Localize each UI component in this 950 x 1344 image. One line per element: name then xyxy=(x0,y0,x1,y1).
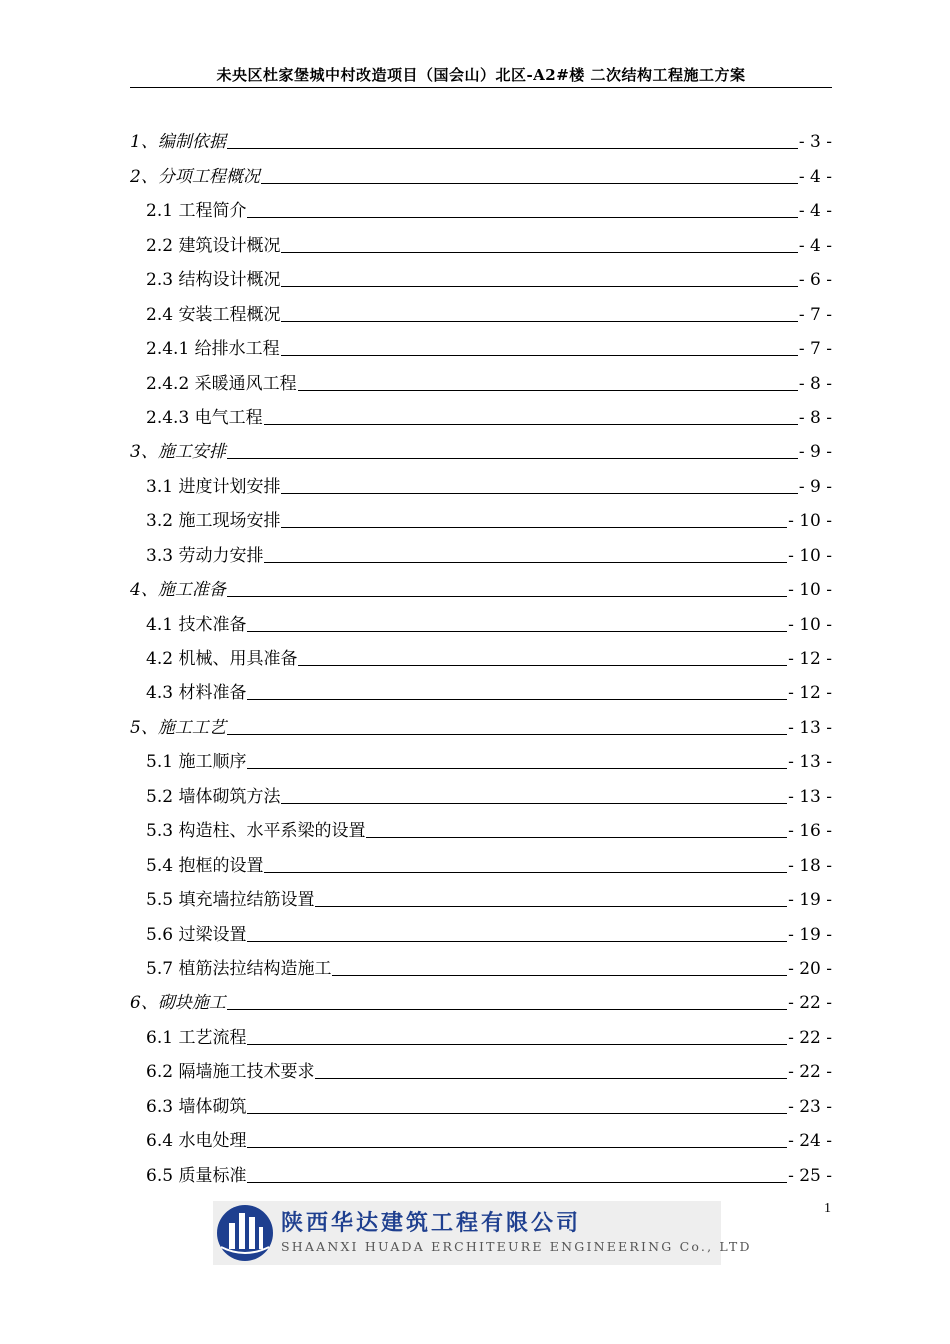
toc-leader-line xyxy=(264,872,787,873)
toc-leader-line xyxy=(247,1113,787,1114)
toc-entry-title: 5.3 构造柱、水平系梁的设置 xyxy=(146,821,366,842)
toc-leader-line xyxy=(247,768,787,769)
toc-entry-page: - 23 - xyxy=(788,1096,832,1117)
toc-entry-title: 2.4 安装工程概况 xyxy=(146,304,281,325)
toc-entry-page: - 10 - xyxy=(788,614,832,635)
toc-entry[interactable] xyxy=(130,187,832,221)
table-of-contents xyxy=(130,118,832,1186)
toc-entry[interactable] xyxy=(130,325,832,359)
toc-entry[interactable] xyxy=(130,1082,832,1116)
toc-leader-line xyxy=(264,424,798,425)
toc-leader-line xyxy=(227,596,787,597)
toc-entry-title: 5.6 过梁设置 xyxy=(146,924,247,945)
toc-entry[interactable] xyxy=(130,807,832,841)
toc-entry-page: - 10 - xyxy=(788,580,832,601)
toc-entry-title: 4.1 技术准备 xyxy=(146,614,247,635)
company-name-cn: 陕西华达建筑工程有限公司 xyxy=(281,1211,582,1236)
toc-entry[interactable] xyxy=(130,635,832,669)
toc-leader-line xyxy=(315,906,787,907)
toc-entry[interactable] xyxy=(130,600,832,634)
toc-entry-title: 2.3 结构设计概况 xyxy=(146,270,281,291)
toc-leader-line xyxy=(247,699,787,700)
toc-entry-page: - 6 - xyxy=(798,270,832,291)
toc-entry[interactable] xyxy=(130,566,832,600)
toc-entry-page: - 7 - xyxy=(798,339,832,360)
document-header: 未央区杜家堡城中村改造项目（国会山）北区-A2#楼 二次结构工程施工方案 xyxy=(216,66,746,84)
toc-entry-title: 4、施工准备 xyxy=(130,580,226,601)
toc-entry[interactable] xyxy=(130,945,832,979)
toc-entry[interactable] xyxy=(130,772,832,806)
toc-leader-line xyxy=(261,183,798,184)
toc-leader-line xyxy=(281,355,798,356)
toc-entry[interactable] xyxy=(130,118,832,152)
toc-entry-page: - 20 - xyxy=(788,958,832,979)
toc-leader-line xyxy=(281,527,787,528)
company-footer-logo xyxy=(213,1201,752,1265)
toc-entry-page: - 7 - xyxy=(798,304,832,325)
toc-entry[interactable] xyxy=(130,876,832,910)
toc-entry[interactable] xyxy=(130,428,832,462)
toc-leader-line xyxy=(227,148,798,149)
toc-entry[interactable] xyxy=(130,841,832,875)
toc-leader-line xyxy=(227,458,798,459)
toc-entry[interactable] xyxy=(130,1117,832,1151)
toc-leader-line xyxy=(281,493,797,494)
toc-entry-title: 5.1 施工顺序 xyxy=(146,752,247,773)
toc-leader-line xyxy=(281,286,797,287)
toc-entry-page: - 16 - xyxy=(788,821,832,842)
toc-entry-title: 2.4.3 电气工程 xyxy=(146,407,263,428)
toc-entry-page: - 19 - xyxy=(788,890,832,911)
toc-entry-title: 3.2 施工现场安排 xyxy=(146,511,281,532)
toc-entry[interactable] xyxy=(130,290,832,324)
toc-entry-title: 5.7 植筋法拉结构造施工 xyxy=(146,958,332,979)
toc-entry-page: - 8 - xyxy=(798,373,832,394)
toc-entry[interactable] xyxy=(130,462,832,496)
toc-leader-line xyxy=(264,562,787,563)
toc-leader-line xyxy=(315,1078,787,1079)
toc-entry-page: - 3 - xyxy=(798,132,832,153)
toc-entry[interactable] xyxy=(130,738,832,772)
company-name-en: SHAANXI HUADA ERCHITEURE ENGINEERING Co., LTD xyxy=(281,1239,752,1254)
toc-entry[interactable] xyxy=(130,910,832,944)
toc-entry-page: - 9 - xyxy=(798,442,832,463)
toc-entry-page: - 18 - xyxy=(788,855,832,876)
toc-leader-line xyxy=(227,1009,787,1010)
toc-leader-line xyxy=(247,941,787,942)
toc-entry-page: - 10 - xyxy=(788,545,832,566)
toc-entry-page: - 10 - xyxy=(788,511,832,532)
toc-leader-line xyxy=(298,390,798,391)
toc-entry[interactable] xyxy=(130,359,832,393)
toc-leader-line xyxy=(247,217,797,218)
toc-leader-line xyxy=(247,1044,787,1045)
toc-entry-title: 6.1 工艺流程 xyxy=(146,1027,247,1048)
toc-entry-title: 4.2 机械、用具准备 xyxy=(146,649,298,669)
toc-entry-page: - 22 - xyxy=(788,993,832,1014)
toc-leader-line xyxy=(247,631,787,632)
toc-leader-line xyxy=(298,665,787,666)
toc-entry-title: 5.4 抱框的设置 xyxy=(146,855,264,876)
toc-entry[interactable] xyxy=(130,256,832,290)
toc-entry-page: - 25 - xyxy=(788,1165,832,1186)
toc-entry-title: 5.2 墙体砌筑方法 xyxy=(146,786,281,807)
toc-entry[interactable] xyxy=(130,669,832,703)
toc-entry-title: 5.5 填充墙拉结筋设置 xyxy=(146,890,315,911)
toc-entry-page: - 8 - xyxy=(798,407,832,428)
toc-entry-page: - 13 - xyxy=(788,752,832,773)
toc-entry-page: - 4 - xyxy=(798,201,832,222)
toc-entry-page: - 19 - xyxy=(788,924,832,945)
toc-entry-page: - 13 - xyxy=(788,717,832,738)
toc-entry-title: 3.3 劳动力安排 xyxy=(146,545,264,566)
toc-entry-title: 2、分项工程概况 xyxy=(130,166,260,187)
toc-leader-line xyxy=(366,837,787,838)
toc-entry-title: 3.1 进度计划安排 xyxy=(146,476,281,497)
toc-entry-page: - 22 - xyxy=(788,1062,832,1083)
toc-entry[interactable] xyxy=(130,152,832,186)
toc-entry-page: - 12 - xyxy=(788,649,832,669)
toc-entry-page: - 4 - xyxy=(798,235,832,256)
toc-entry[interactable] xyxy=(130,1151,832,1185)
toc-entry-title: 5、施工工艺 xyxy=(130,717,226,738)
company-logo-icon xyxy=(215,1203,275,1263)
toc-entry-title: 2.1 工程简介 xyxy=(146,201,247,222)
toc-entry-page: - 12 - xyxy=(788,683,832,704)
toc-entry[interactable] xyxy=(130,1013,832,1047)
toc-entry[interactable] xyxy=(130,531,832,565)
toc-entry[interactable] xyxy=(130,979,832,1013)
toc-leader-line xyxy=(281,252,797,253)
toc-entry-title: 1、编制依据 xyxy=(130,132,226,153)
toc-leader-line xyxy=(281,803,787,804)
toc-entry-page: - 9 - xyxy=(798,476,832,497)
toc-leader-line xyxy=(247,1147,787,1148)
toc-entry-title: 6.3 墙体砌筑 xyxy=(146,1096,247,1117)
toc-entry-page: - 4 - xyxy=(798,166,832,187)
page-number: 1 xyxy=(824,1201,831,1216)
toc-entry-title: 2.2 建筑设计概况 xyxy=(146,235,281,256)
toc-entry[interactable] xyxy=(130,221,832,255)
toc-entry-title: 4.3 材料准备 xyxy=(146,683,247,704)
toc-entry-page: - 22 - xyxy=(788,1027,832,1048)
toc-entry-title: 6.5 质量标准 xyxy=(146,1165,247,1186)
toc-leader-line xyxy=(332,975,787,976)
toc-leader-line xyxy=(227,734,787,735)
toc-leader-line xyxy=(247,1182,787,1183)
toc-entry-title: 6.4 水电处理 xyxy=(146,1131,247,1152)
toc-entry-title: 6.2 隔墙施工技术要求 xyxy=(146,1062,315,1083)
toc-entry-page: - 13 - xyxy=(788,786,832,807)
toc-entry-title: 2.4.1 给排水工程 xyxy=(146,339,280,360)
toc-entry[interactable] xyxy=(130,394,832,428)
header-rule xyxy=(130,87,832,88)
toc-entry[interactable] xyxy=(130,1048,832,1082)
toc-entry[interactable] xyxy=(130,703,832,737)
toc-entry-title: 6、砌块施工 xyxy=(130,993,226,1014)
toc-entry-title: 3、施工安排 xyxy=(130,442,226,463)
toc-entry-title: 2.4.2 采暖通风工程 xyxy=(146,373,297,394)
toc-entry-page: - 24 - xyxy=(788,1131,832,1152)
toc-entry[interactable] xyxy=(130,497,832,531)
toc-leader-line xyxy=(281,321,797,322)
